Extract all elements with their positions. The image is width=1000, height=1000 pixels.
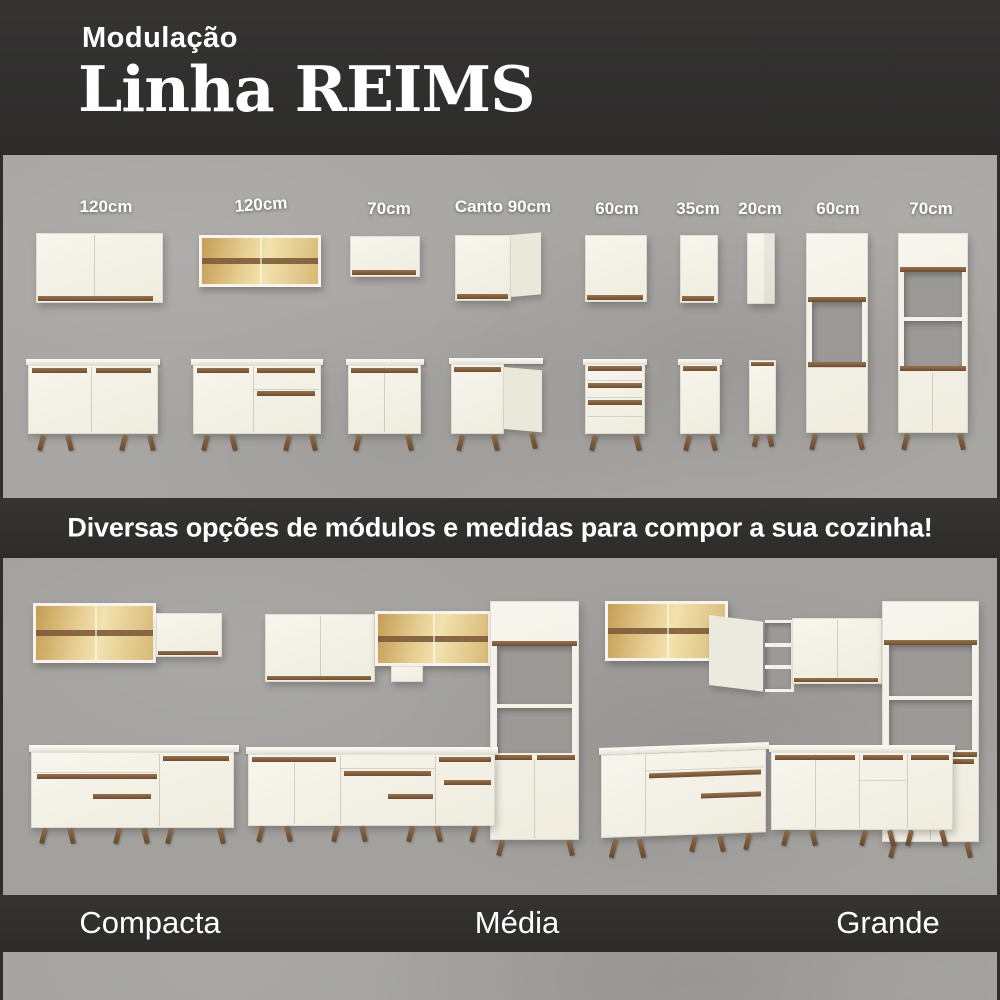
banner-text: Diversas opções de módulos e medidas para compor a sua cozinha!: [67, 512, 933, 543]
cabinet-leg: [331, 826, 340, 843]
cabinet-leg: [201, 435, 210, 452]
open-niche: [900, 272, 966, 317]
cabinet-leg: [633, 435, 642, 452]
footer-band: [0, 895, 1000, 952]
base-cabinet-run-left: [601, 749, 766, 838]
cabinet-leg: [767, 435, 775, 448]
corner-wall-door: [709, 615, 763, 692]
corner-wall-cabinet-side: [511, 232, 541, 297]
wall-cabinet-70: [350, 236, 420, 277]
tall-cabinet: [490, 601, 579, 840]
cabinet-leg: [609, 839, 618, 859]
cabinet-leg: [256, 826, 265, 843]
wall-connector: [391, 666, 423, 682]
cabinet-leg: [856, 434, 865, 451]
cabinet-leg: [39, 828, 48, 845]
glass-wall-cabinet: [33, 603, 156, 663]
cabinet-leg: [65, 435, 74, 452]
cabinet-leg: [717, 836, 726, 853]
base-cabinet-120: [28, 365, 158, 434]
wall-cabinet-35: [680, 235, 718, 303]
cabinet-leg: [491, 435, 500, 452]
tall-cabinet-70: [898, 233, 968, 433]
base-cabinet-run: [31, 752, 234, 828]
cabinet-leg: [309, 435, 318, 452]
bottom-strip: [3, 952, 997, 1000]
open-niche: [493, 708, 576, 753]
wall-cabinet-120: [36, 233, 163, 303]
kitchen-label-media: Média: [474, 904, 560, 940]
corner-wall-cabinet-90: [455, 235, 511, 301]
cabinet-leg: [689, 836, 698, 853]
glass-pane: [378, 614, 488, 663]
cabinet-leg: [119, 435, 128, 452]
cabinet-leg: [217, 828, 226, 845]
modules-section: [3, 155, 997, 498]
cabinet-leg: [37, 435, 46, 452]
cabinet-leg: [67, 828, 76, 845]
cabinet-leg: [529, 433, 538, 450]
cabinet-leg: [637, 839, 646, 859]
cabinet-leg: [456, 435, 465, 452]
microwave-niche: [808, 302, 866, 362]
cabinet-leg: [859, 830, 868, 847]
cabinet-leg: [353, 435, 362, 452]
open-niche: [885, 700, 976, 750]
glass-wall-cabinet: [375, 611, 491, 666]
open-niche: [885, 645, 976, 696]
module-label-2: 120cm: [233, 193, 289, 216]
glass-pane: [36, 606, 153, 660]
wall-cabinet-20: [747, 233, 775, 304]
cabinet-leg: [284, 826, 293, 843]
cabinet-leg: [229, 435, 238, 452]
kitchen-label-compacta: Compacta: [79, 904, 221, 940]
wall-cabinet: [156, 613, 222, 657]
cabinet-leg: [469, 826, 478, 843]
glass-wall-cabinet-120: [199, 235, 321, 287]
cabinet-leg: [113, 828, 122, 845]
base-cabinet-run: [248, 754, 495, 826]
base-cabinet-20: [749, 360, 776, 434]
corner-base-cabinet-side: [504, 367, 542, 432]
header-kicker: Modulação: [82, 22, 238, 54]
cabinet-leg: [406, 826, 415, 843]
module-label-6: 35cm: [676, 199, 720, 218]
cabinet-leg: [141, 828, 150, 845]
cabinet-leg: [709, 435, 718, 452]
open-niche: [493, 646, 576, 704]
cabinet-leg: [683, 435, 692, 452]
tall-cabinet-60: [806, 233, 868, 433]
wall-cabinet: [265, 614, 375, 682]
drawer-base-cabinet-60: [585, 364, 645, 434]
module-label-8: 60cm: [816, 199, 860, 218]
cabinet-leg: [964, 842, 973, 859]
cabinet-leg: [405, 435, 414, 452]
kitchen-label-grande: Grande: [836, 904, 940, 940]
header: [0, 0, 1000, 155]
glass-pane: [202, 238, 318, 284]
cabinet-leg: [359, 826, 368, 843]
corner-open-shelves: [765, 620, 794, 692]
module-label-5: 60cm: [595, 199, 639, 218]
glass-pane: [608, 604, 725, 658]
cabinet-leg: [809, 434, 818, 451]
cabinet-leg: [809, 830, 818, 847]
cabinet-leg: [957, 434, 966, 451]
base-cabinet-70: [348, 365, 421, 434]
wall-cabinet-60: [585, 235, 647, 302]
cabinet-leg: [165, 828, 174, 845]
module-label-1: 120cm: [79, 197, 133, 216]
header-title: Linha REIMS: [78, 52, 535, 126]
module-label-7: 20cm: [738, 199, 782, 218]
base-cabinet-120-drawers: [193, 365, 321, 434]
cabinet-leg: [283, 435, 292, 452]
open-niche: [900, 321, 966, 366]
cabinet-leg: [589, 435, 598, 452]
cabinet-leg: [566, 840, 575, 857]
cabinet-leg: [781, 830, 790, 847]
banner: [0, 498, 1000, 558]
module-label-3: 70cm: [367, 199, 411, 218]
corner-base-cabinet-90: [451, 364, 504, 434]
cabinet-leg: [743, 834, 752, 851]
wall-cabinet: [792, 618, 882, 684]
cabinet-leg: [496, 840, 505, 857]
cabinet-leg: [147, 435, 156, 452]
module-label-9: 70cm: [909, 199, 953, 218]
base-cabinet-35: [680, 364, 720, 434]
base-cabinet-run-right: [771, 752, 953, 830]
cabinet-leg: [434, 826, 443, 843]
cabinet-leg: [901, 434, 910, 451]
cabinet-leg: [752, 435, 760, 448]
kitchens-section: [3, 558, 997, 895]
module-label-4: Canto 90cm: [454, 197, 552, 216]
